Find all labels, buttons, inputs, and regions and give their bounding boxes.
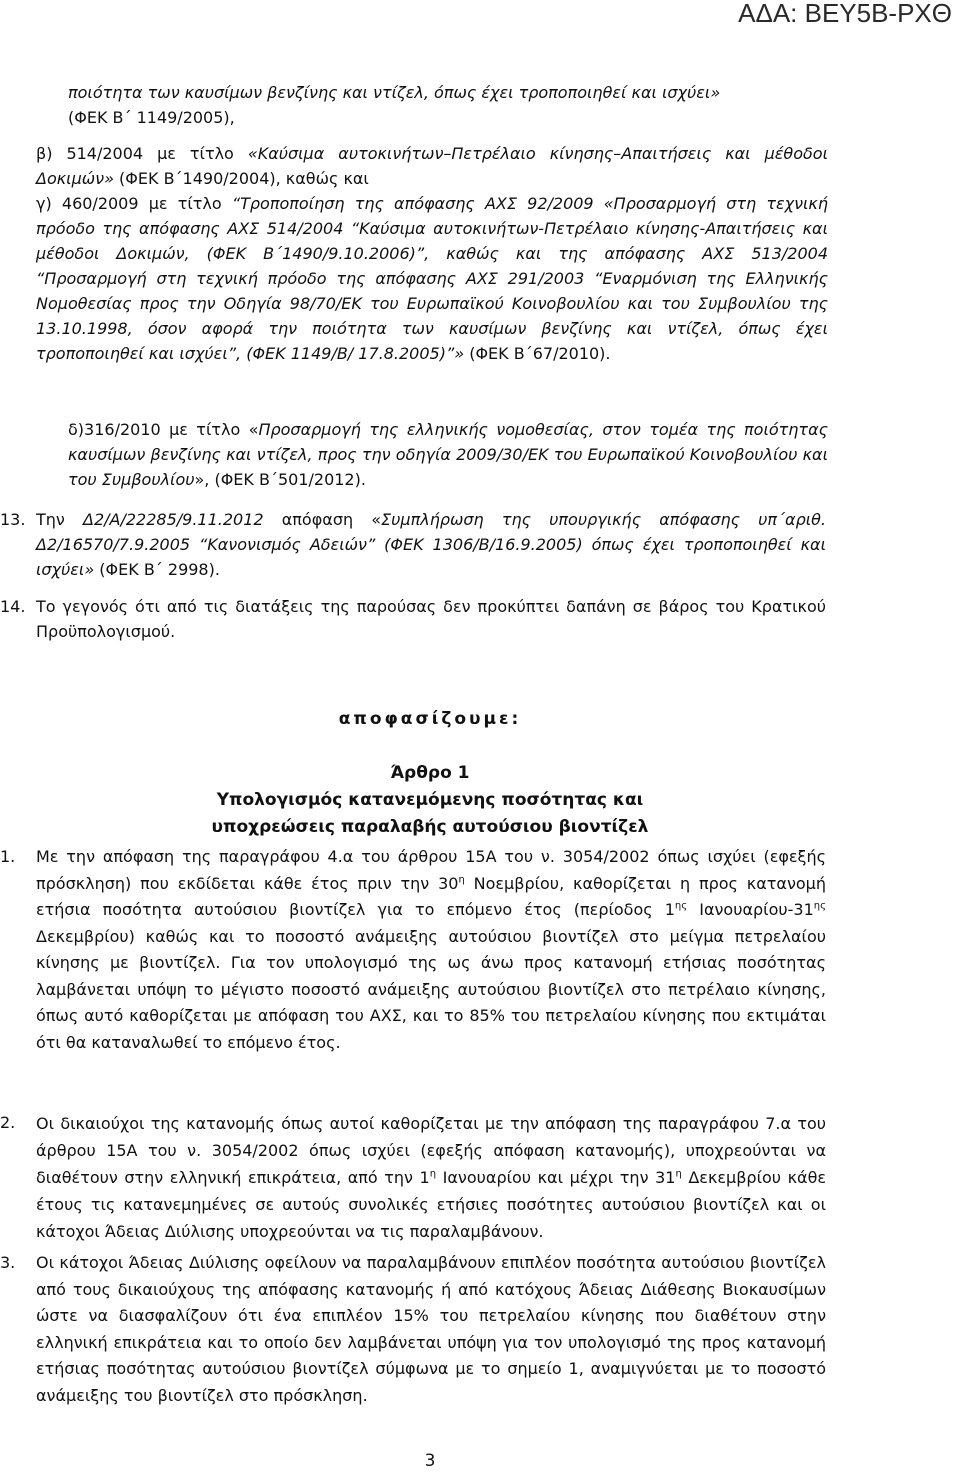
clause-1-part-c: Ιανουαρίου-31 xyxy=(687,900,814,919)
page-number: 3 xyxy=(424,1451,436,1471)
clause-3-number: 3. xyxy=(0,1253,16,1272)
clause-2-sup-1: η xyxy=(429,1168,437,1180)
item-13-suffix: (ΦΕΚ Β΄ 2998). xyxy=(94,560,220,579)
item-13-text xyxy=(36,507,826,582)
item-b xyxy=(36,141,828,191)
cont-line-2: (ΦΕΚ Β΄ 1149/2005), xyxy=(68,108,235,127)
item-13-prefix: Την xyxy=(36,510,84,529)
clause-2-part-c: Δεκεμβρίου κάθε έτους τις κατανεμημένες σε αυτούς συνολικές ετήσιες ποσότητες αυτούσιου βιοντίζελ και οι κάτοχοι Άδειας Διύλισης υποχρεούνται να τις παραλαμβάνουν. xyxy=(36,1168,827,1241)
clause-1-number: 1. xyxy=(0,847,16,866)
clause-2-number: 2. xyxy=(0,1113,16,1132)
item-13-mid: απόφαση « xyxy=(263,510,382,529)
item-b-prefix: β) 514/2004 με τίτλο xyxy=(36,144,248,163)
item-d-suffix: », (ΦΕΚ Β΄501/2012). xyxy=(194,470,366,489)
preamble-continuation xyxy=(68,80,828,130)
clause-2-part-a: Οι δικαιούχοι της κατανομής όπως αυτοί καθορίζεται με την απόφαση της παραγράφου 7.α του άρθρου 15Α του ν. 3054/2002 όπως ισχύει (εφεξής απόφαση κατανομής), υποχρεούνται να διαθέτουν στην ελληνική επικράτεια, από την 1 xyxy=(36,1114,826,1187)
item-13-number: 13. xyxy=(0,510,26,529)
item-d xyxy=(68,417,828,492)
item-14-text: Το γεγονός ότι από τις διατάξεις της παρούσας δεν προκύπτει δαπάνη σε βάρος του Κρατικού Προϋπολογισμού. xyxy=(36,597,826,641)
clause-2-part-b: Ιανουαρίου και μέχρι την 31 xyxy=(436,1168,676,1187)
clause-1-part-b: Νοεμβρίου, καθορίζεται η προς κατανομή ετήσια ποσότητα αυτούσιου βιοντίζελ για το επόμενο έτος (περίοδος 1 xyxy=(36,873,826,919)
cont-line-1: ποιότητα των καυσίμων βενζίνης και ντίζελ, όπως έχει τροποποιηθεί και ισχύει» xyxy=(68,83,721,102)
article-title-line-1: Υπολογισμός κατανεμόμενης ποσότητας και xyxy=(216,790,644,810)
item-g-title: “Τροποποίηση της απόφασης ΑΧΣ 92/2009 «Προσαρμογή στη τεχνική πρόοδο της απόφασης ΑΧΣ 514/2004 “Καύσιμα αυτοκινήτων-Πετρέλαιο κίνησης-Απαιτήσεις και μέθοδοι Δοκιμών, (ΦΕΚ Β΄1490/9.10.2006)”, καθώς και της απόφασης ΑΧΣ 513/2004 “Προσαρμογή στη τεχνική πρόοδο της απόφασης ΑΧΣ 291/2003 “Εναρμόνιση της Ελληνικής Νομοθεσίας προς την Οδηγία 98/70/ΕΚ του Ευρωπαϊκού Κοινοβουλίου και του Συμβουλίου της 13.10.1998, όσον αφορά την ποιότητα των καυσίμων βενζίνης και ντίζελ, όπως έχει τροποποιηθεί και ισχύει”, (ΦΕΚ 1149/Β/ 17.8.2005)”» xyxy=(36,194,828,363)
item-g xyxy=(36,191,828,366)
item-d-title: Προσαρμογή της ελληνικής νομοθεσίας, στον τομέα της ποιότητας καυσίμων βενζίνης και ντίζελ, προς την οδηγία 2009/30/ΕΚ του Ευρωπαϊκού Κοινοβουλίου και του Συμβουλίου xyxy=(68,420,829,489)
item-14-number: 14. xyxy=(0,597,26,616)
item-13-title: Συμπλήρωση της υπουργικής απόφασης υπ΄αριθ. Δ2/16570/7.9.2005 “Κανονισμός Αδειών” (ΦΕΚ 1306/Β/16.9.2005) όπως έχει τροποποιηθεί και ισχύει» xyxy=(36,510,827,579)
clause-2-text xyxy=(36,1110,826,1245)
clause-2-sup-2: η xyxy=(675,1168,682,1180)
clause-1-sup-1: η xyxy=(458,874,465,886)
clause-3-text: Οι κάτοχοι Άδειας Διύλισης οφείλουν να παραλαμβάνουν επιπλέον ποσότητα αυτούσιου βιοντίζελ από τους δικαιούχους της απόφασης κατανομής ή από κατόχους Άδειας Διάθεσης Βιοκαυσίμων ώστε να διασφαλίζουν ότι ένα επιπλέον 15% του πετρελαίου κίνησης που διαθέτουν στην ελληνική επικράτεια και το οποίο δεν λαμβάνεται υπόψη για τον υπολογισμό της προς κατανομή ετήσιας ποσότητας αυτούσιου βιοντίζελ σύμφωνα με το σημείο 1, αναμιγνύεται με το ποσοστό ανάμειξης του βιοντίζελ στο πρόσκληση. xyxy=(36,1253,826,1405)
decision-heading: αποφασίζουμε: xyxy=(338,709,522,729)
clause-1-part-a: Με την απόφαση της παραγράφου 4.α του άρθρου 15Α του ν. 3054/2002 όπως ισχύει (εφεξής πρόσκληση) που εκδίδεται κάθε έτος πριν την 30 xyxy=(36,847,826,893)
item-d-prefix: δ)316/2010 με τίτλο « xyxy=(68,420,259,439)
clause-1-part-d: Δεκεμβρίου) καθώς και το ποσοστό ανάμειξης αυτούσιου βιοντίζελ στο μείγμα πετρελαίου κίνησης με βιοντίζελ. Για τον υπολογισμό της ως άνω προς κατανομή ετήσιας ποσότητας λαμβάνεται υπόψη το μέγιστο ποσοστό ανάμειξης αυτούσιου βιοντίζελ στο πετρέλαιο κίνησης, όπως αυτό καθορίζεται με απόφαση του ΑΧΣ, και το 85% του πετρελαίου κίνησης που εκτιμάται ότι θα καταναλωθεί το επόμενο έτος. xyxy=(36,926,826,1052)
clause-1-sup-2: ης xyxy=(674,900,688,912)
item-g-suffix: (ΦΕΚ Β΄67/2010). xyxy=(464,344,611,363)
ada-code: ΑΔΑ: ΒΕΥ5Β-ΡΧΘ xyxy=(738,0,952,28)
item-13-ref: Δ2/Α/22285/9.11.2012 xyxy=(83,510,264,529)
clause-1-sup-3: ης xyxy=(813,900,826,912)
item-b-title: «Καύσιμα αυτοκινήτων–Πετρέλαιο κίνησης–Απαιτήσεις και μέθοδοι Δοκιμών» xyxy=(36,144,828,188)
item-b-suffix: (ΦΕΚ Β΄1490/2004), καθώς και xyxy=(113,169,369,188)
article-title-line-2: υποχρεώσεις παραλαβής αυτούσιου βιοντίζελ xyxy=(211,817,649,837)
item-g-prefix: γ) 460/2009 με τίτλο xyxy=(36,194,232,213)
clause-1-text xyxy=(36,844,826,1056)
article-number: Άρθρο 1 xyxy=(390,763,470,783)
